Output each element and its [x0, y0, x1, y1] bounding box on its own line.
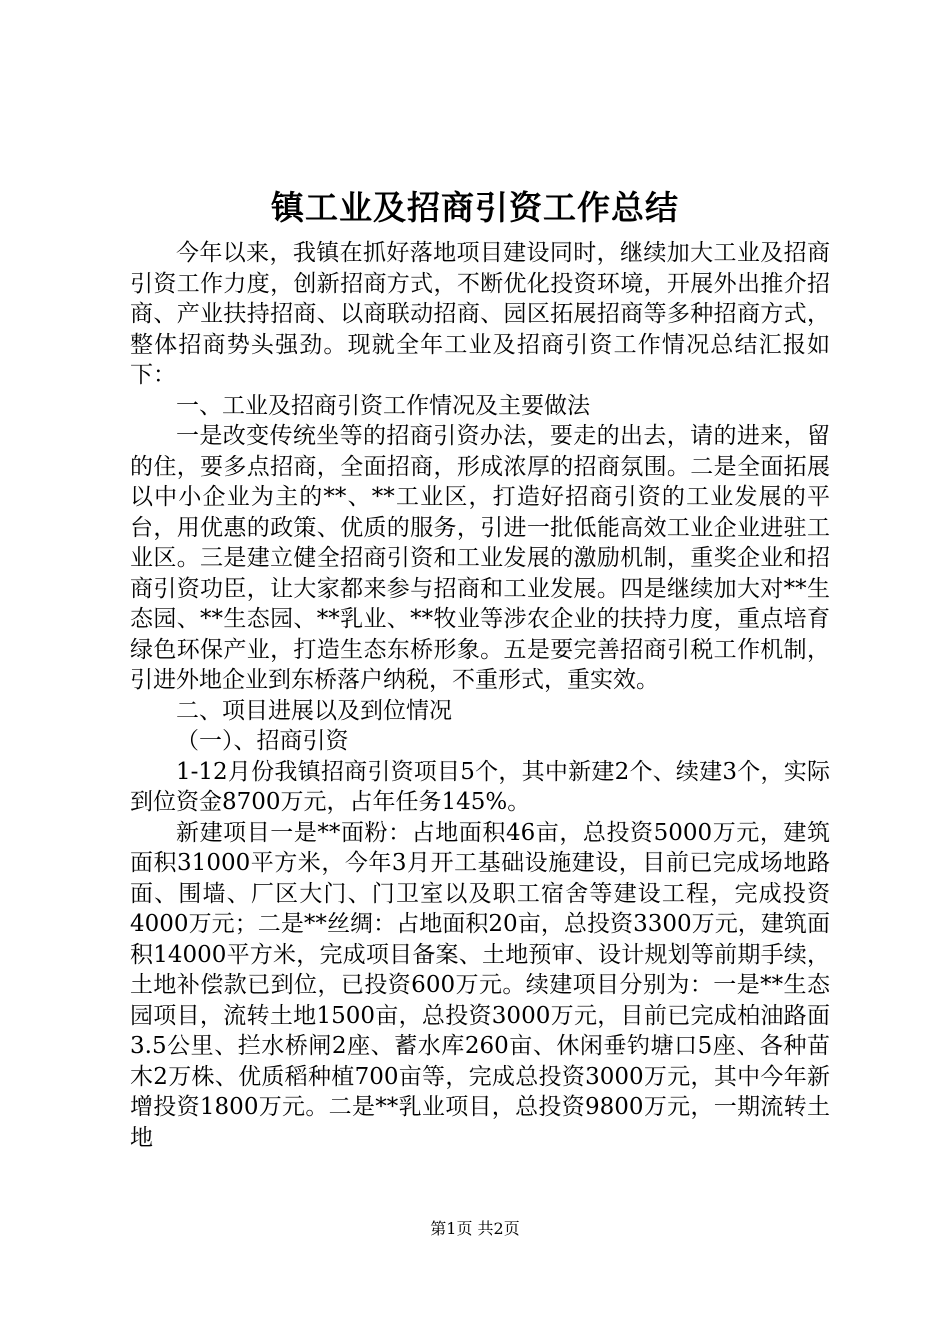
paragraph-measures: 一是改变传统坐等的招商引资办法，要走的出去，请的进来，留的住，要多点招商，全面招商，形成浓厚的招商氛围。二是全面拓展以中小企业为主的**、**工业区，打造好招商引资的工业发展的平台，用优惠的政策、优质的服务，引进一批低能高效工业企业进驻工业区。三是建立健全招商引资和工业发展的激励机制，重奖企业和招商引资功臣，让大家都来参与招商和工业发展。四是继续加大对**生态园、**生态园、**乳业、**牧业等涉农企业的扶持力度，重点培育绿色环保产业，打造生态东桥形象。五是要完善招商引税工作机制，引进外地企业到东桥落户纳税，不重形式，重实效。: [130, 423, 830, 693]
paragraph-summary: 1-12月份我镇招商引资项目5个，其中新建2个、续建3个，实际到位资金8700万元，占年任务145%。: [130, 758, 830, 815]
section-heading-2: 二、项目进展以及到位情况: [176, 697, 452, 724]
section-heading-1: 一、工业及招商引资工作情况及主要做法: [176, 392, 590, 419]
paragraph-projects: 新建项目一是**面粉：占地面积46亩，总投资5000万元，建筑面积31000平方米，今年3月开工基础设施建设，目前已完成场地路面、围墙、厂区大门、门卫室以及职工宿舍等建设工程，完成投资4000万元；二是**丝绸：占地面积20亩，总投资3300万元，建筑面积14000平方米，完成项目备案、土地预审、设计规划等前期手续，土地补偿款已到位，已投资600万元。续建项目分别为：一是**生态园项目，流转土地1500亩，总投资3000万元，目前已完成柏油路面3.5公里、拦水桥闸2座、蓄水库260亩、休闲垂钓塘口5座、各种苗木2万株、优质稻种植700亩等，完成总投资3000万元，其中今年新增投资1800万元。二是**乳业项目，总投资9800万元，一期流转土地: [130, 819, 830, 1151]
document-title: 镇工业及招商引资工作总结: [271, 188, 679, 227]
paragraph-intro: 今年以来，我镇在抓好落地项目建设同时，继续加大工业及招商引资工作力度，创新招商方式，不断优化投资环境，开展外出推介招商、产业扶持招商、以商联动招商、园区拓展招商等多种招商方式，整体招商势头强劲。现就全年工业及招商引资工作情况总结汇报如下：: [130, 240, 830, 388]
page-footer: 第1页 共2页: [430, 1219, 520, 1238]
subsection-heading: （一）、招商引资: [176, 728, 349, 754]
document-body: [130, 238, 830, 1153]
